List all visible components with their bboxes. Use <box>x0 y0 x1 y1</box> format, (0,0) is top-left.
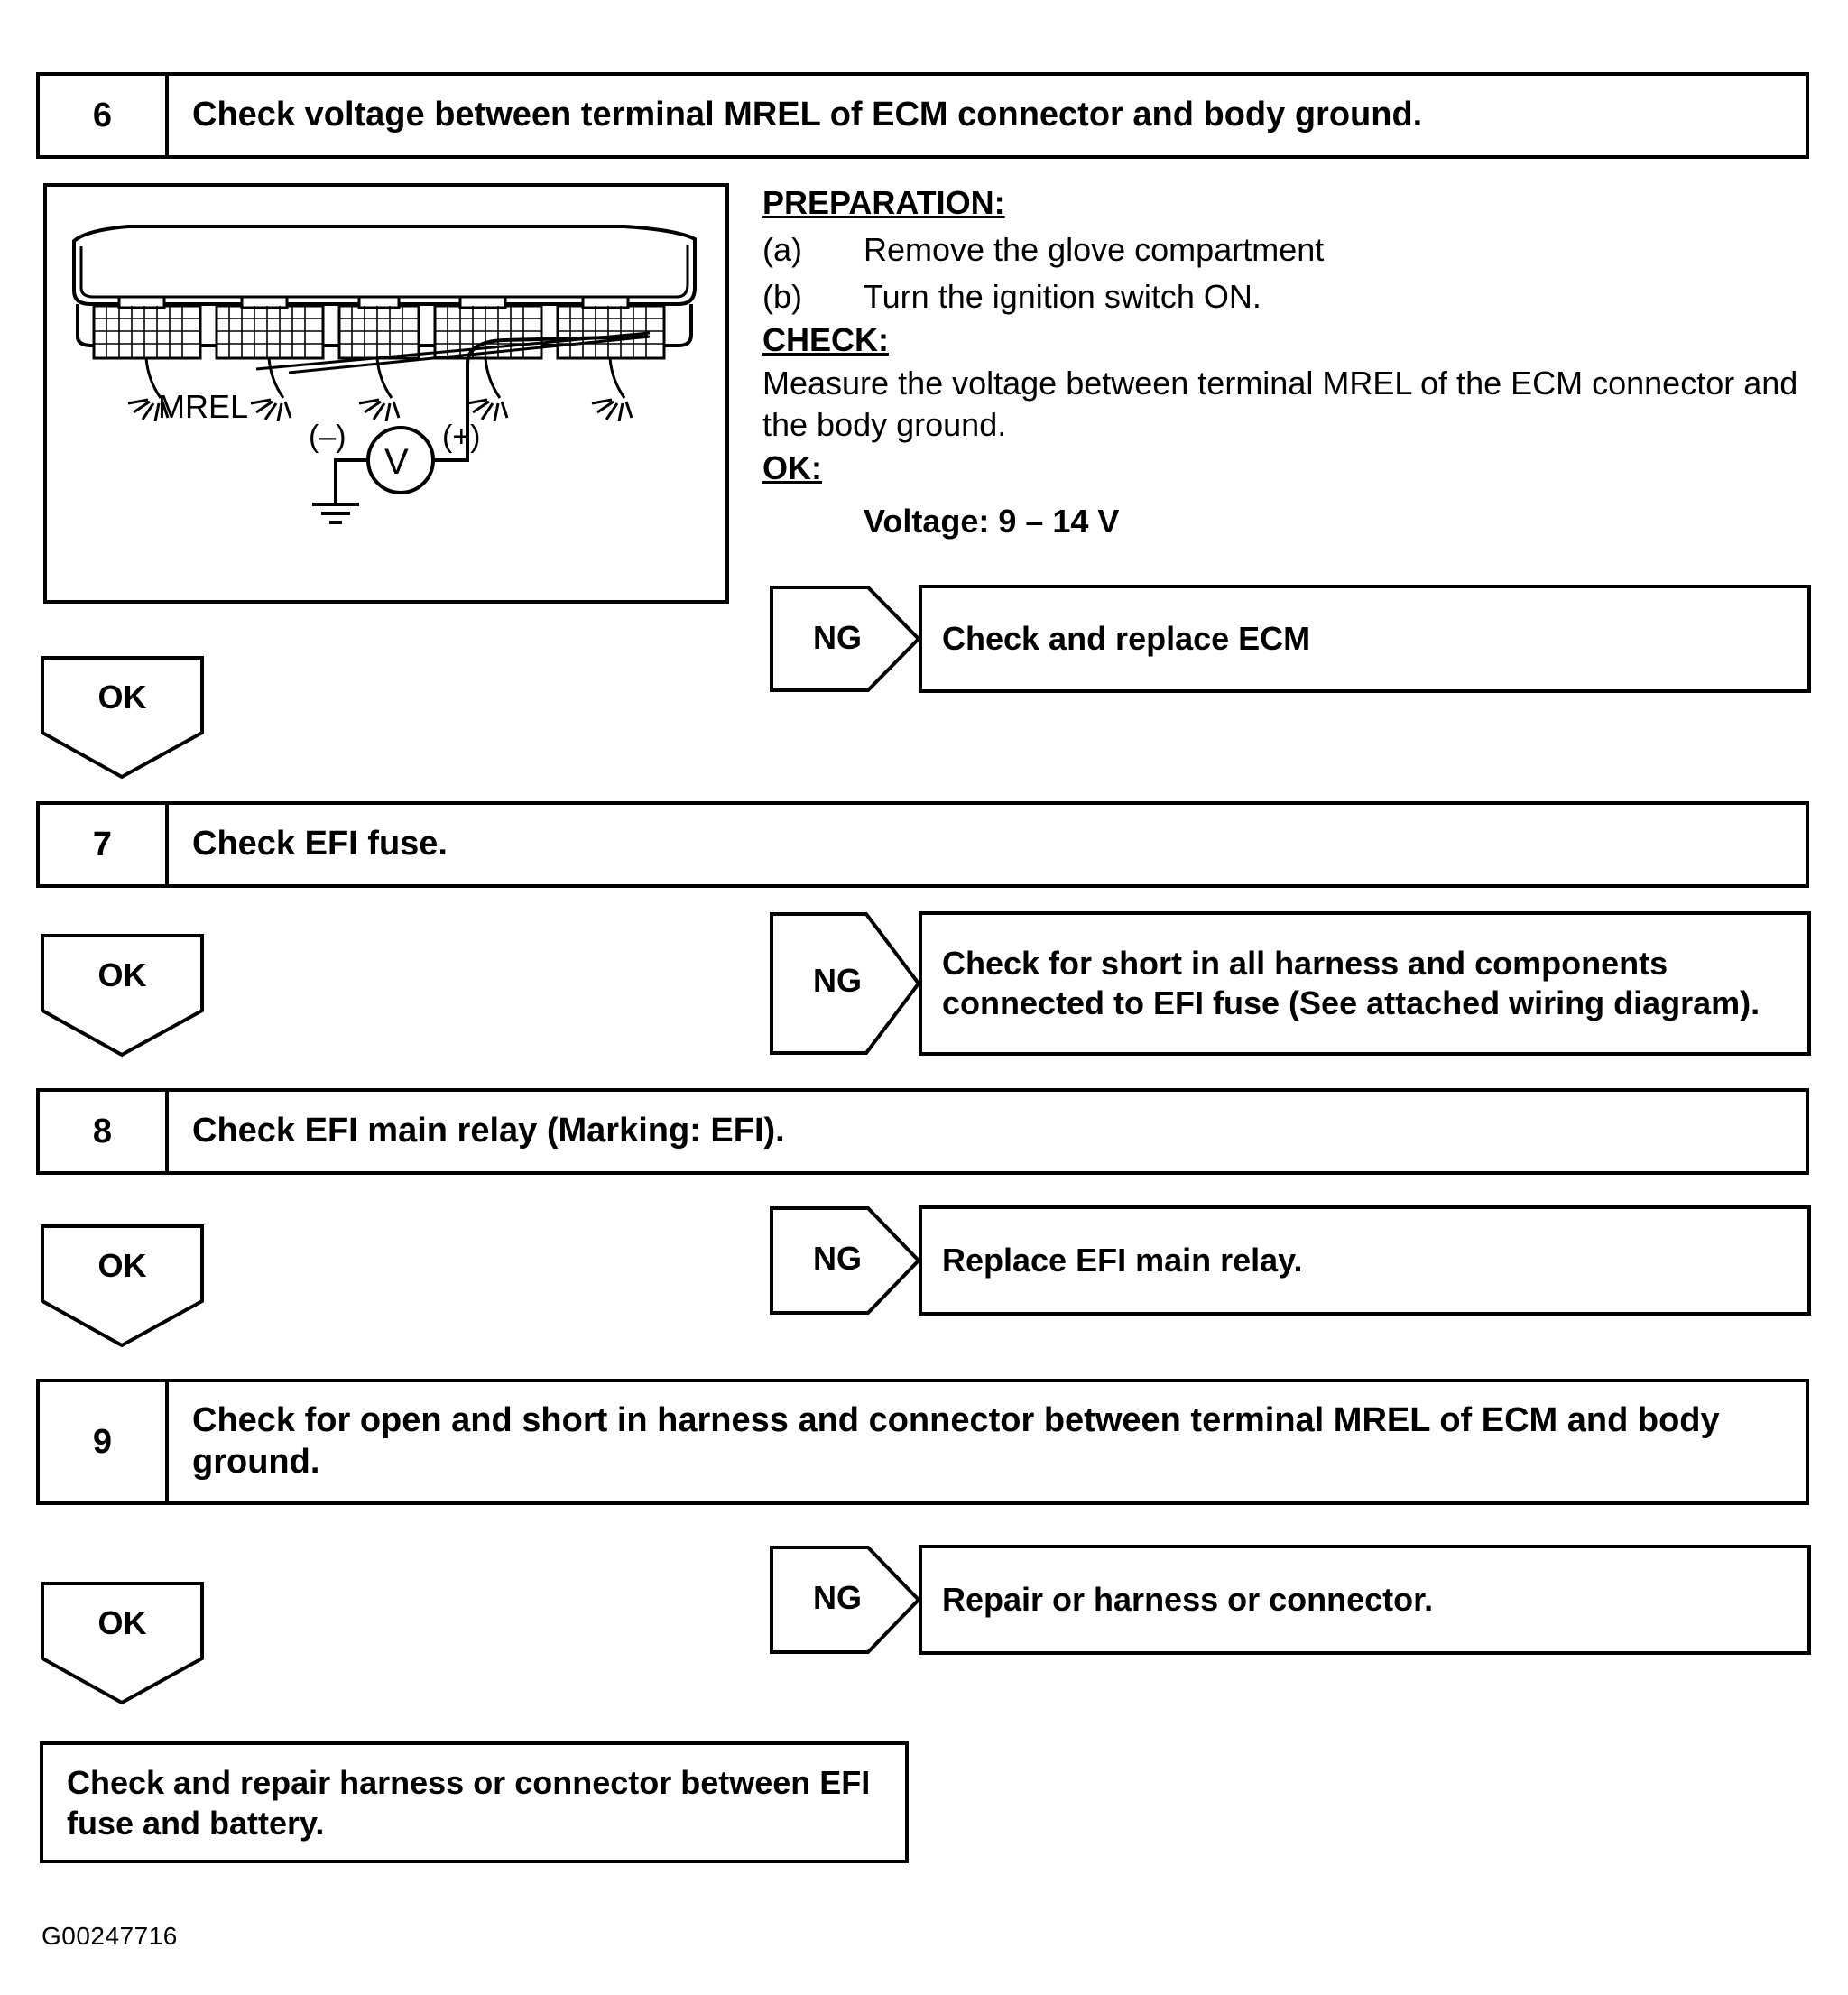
step-bar-9 <box>36 1379 1809 1505</box>
ng-tag <box>769 585 920 697</box>
check-heading: CHECK: <box>762 321 889 359</box>
step-title: Check EFI main relay (Marking: EFI). <box>192 1112 785 1150</box>
ecm-connector-illustration <box>43 183 729 604</box>
ok-label: OK <box>97 1604 147 1641</box>
preparation-item-b <box>762 276 1809 318</box>
step-title: Check EFI fuse. <box>192 825 448 864</box>
ok-arrow-1 <box>40 655 205 780</box>
ng-label: NG <box>813 619 862 656</box>
item-text: Remove the glove compartment <box>864 231 1325 269</box>
preparation-heading: PREPARATION: <box>762 184 1005 221</box>
step-number: 8 <box>40 1092 169 1171</box>
preparation-item-a <box>762 229 1809 271</box>
step-title: Check voltage between terminal MREL of ECM connector and body ground. <box>192 96 1423 134</box>
plus-label: (+) <box>442 420 481 454</box>
ng-action-box: Check for short in all harness and components connected to EFI fuse (See attached wiring diagram). <box>919 911 1811 1056</box>
terminal-label-mrel: MREL <box>158 388 249 425</box>
ng-tag <box>769 1545 920 1659</box>
ng-tag <box>769 1205 920 1320</box>
ok-label: OK <box>97 679 147 716</box>
ng-branch-4 <box>769 1545 1811 1655</box>
ok-heading: OK: <box>762 449 822 487</box>
ok-arrow-3 <box>40 1224 205 1348</box>
ok-arrow-2 <box>40 933 205 1058</box>
ng-action-box: Check and replace ECM <box>919 585 1811 693</box>
meter-label: V <box>384 442 409 482</box>
voltage-spec: Voltage: 9 – 14 V <box>864 502 1120 540</box>
item-text: Turn the ignition switch ON. <box>864 278 1261 316</box>
step-number: 9 <box>40 1382 169 1501</box>
document-id: G00247716 <box>42 1922 178 1950</box>
ng-label: NG <box>813 1579 862 1616</box>
ng-branch-3 <box>769 1205 1811 1316</box>
step-number: 7 <box>40 805 169 884</box>
step-bar-8 <box>36 1088 1809 1175</box>
ng-action-box: Repair or harness or connector. <box>919 1545 1811 1655</box>
ng-label: NG <box>813 1240 862 1277</box>
ok-arrow-4 <box>40 1581 205 1705</box>
ok-label: OK <box>97 956 147 993</box>
ok-label: OK <box>97 1247 147 1284</box>
minus-label: (–) <box>309 420 346 454</box>
ng-label: NG <box>813 962 862 999</box>
final-action-box: Check and repair harness or connector between EFI fuse and battery. <box>40 1741 909 1863</box>
check-text: Measure the voltage between terminal MREL of the ECM connector and the body ground. <box>762 365 1798 444</box>
step-bar-6 <box>36 72 1809 159</box>
instructions-block <box>762 180 1809 542</box>
step-number: 6 <box>40 76 169 155</box>
ng-action-box: Replace EFI main relay. <box>919 1205 1811 1316</box>
step-title: Check for open and short in harness and connector between terminal MREL of ECM and body ground. <box>192 1401 1720 1481</box>
item-marker: (a) <box>762 231 802 269</box>
ng-branch-1 <box>769 585 1811 693</box>
step-bar-7 <box>36 801 1809 888</box>
item-marker: (b) <box>762 278 802 316</box>
ng-tag <box>769 911 920 1060</box>
ng-branch-2 <box>769 911 1811 1056</box>
